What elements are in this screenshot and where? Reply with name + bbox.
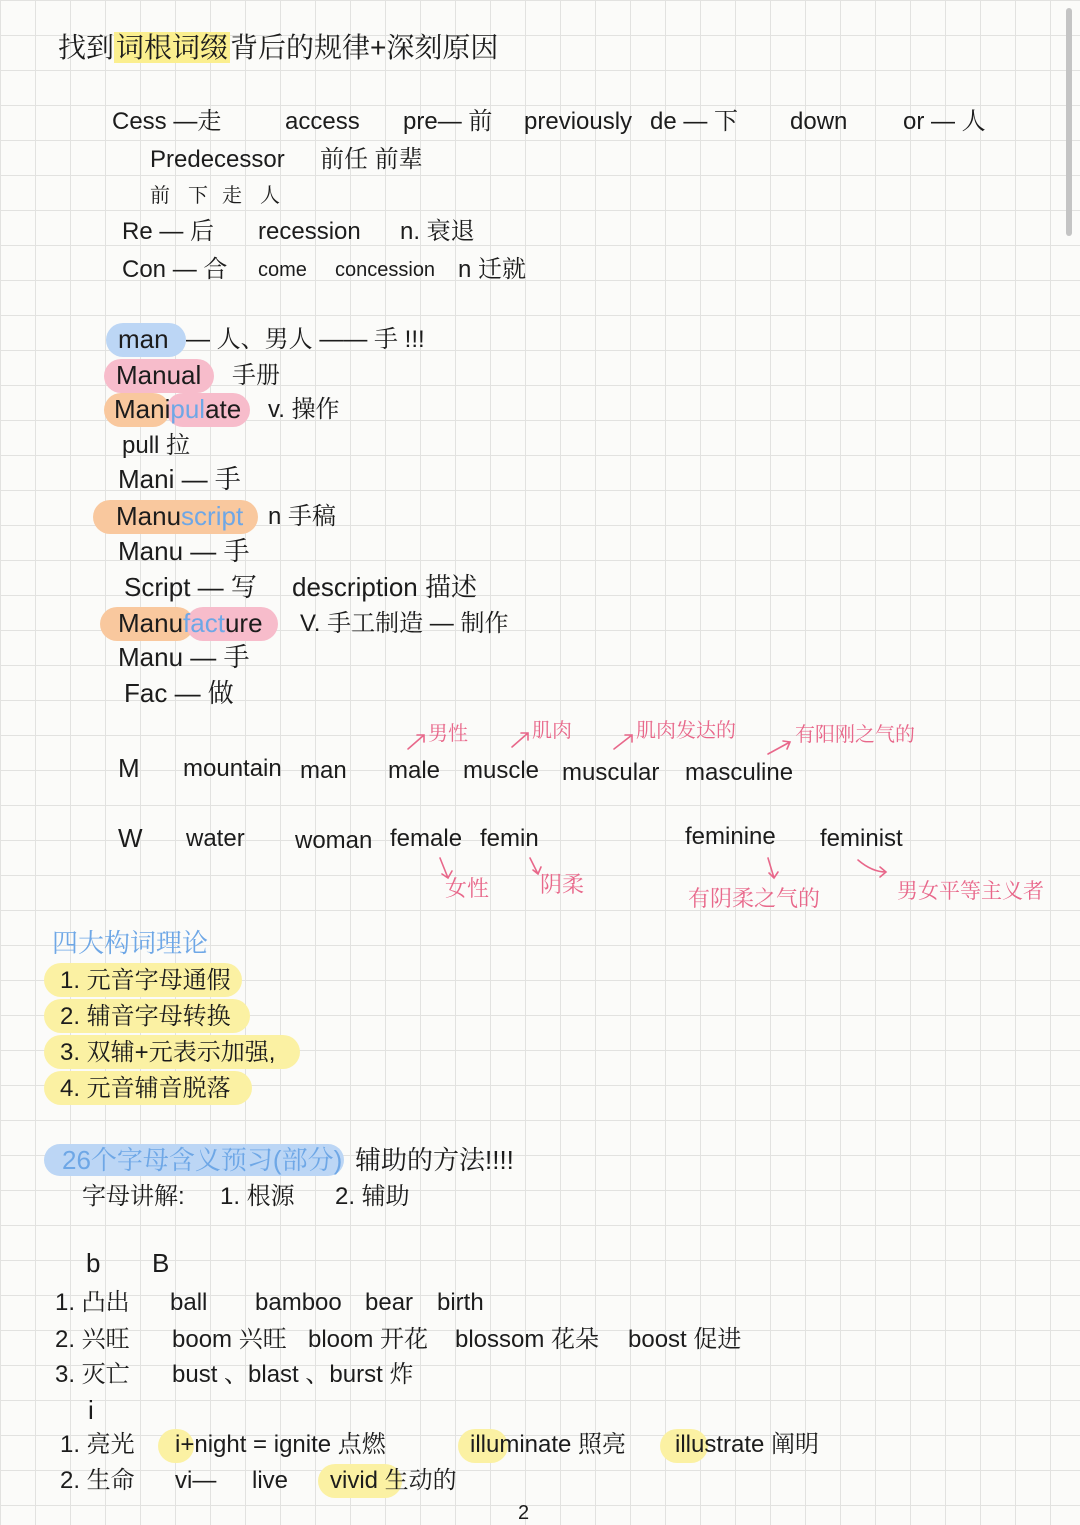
root-de: de — 下: [650, 108, 739, 135]
arrow-icon: [768, 858, 778, 878]
root-manu: Manu — 手: [118, 642, 250, 672]
root-script: Script — 写: [124, 572, 257, 602]
theory-item: 2. 辅音字母转换: [60, 1003, 231, 1030]
title-highlight: 词根词缀: [116, 32, 229, 63]
page-title: [58, 32, 498, 64]
word-pull: pull 拉: [122, 432, 191, 459]
arrow-icon: [858, 860, 886, 877]
letter-upper-b: B: [152, 1248, 170, 1278]
w-word: water: [186, 825, 245, 852]
b-word: bear: [365, 1289, 414, 1316]
root-mani: Mani — 手: [118, 464, 241, 494]
arrow-icon: [768, 741, 790, 754]
b-word: birth: [437, 1289, 484, 1316]
word-down: down: [790, 108, 848, 135]
w-word: woman: [295, 827, 373, 854]
i-word: live: [252, 1467, 289, 1494]
b-row-label: 3. 灭亡: [55, 1361, 130, 1388]
b-word: bust 、blast 、burst 炸: [172, 1361, 414, 1388]
word-manual: Manual: [116, 360, 202, 390]
row-letter-w: W: [118, 823, 143, 853]
b-word: boom 兴旺: [172, 1326, 287, 1353]
letters-heading: 26个字母含义预习(部分): [62, 1145, 343, 1175]
m-word: muscular: [562, 759, 660, 786]
manual-meaning: 手册: [232, 362, 280, 389]
i-word: i+night = ignite 点燃: [175, 1431, 386, 1458]
i-row-label: 1. 亮光: [60, 1431, 135, 1458]
theory-item: 1. 元音字母通假: [60, 967, 231, 994]
word-recession: recession: [258, 218, 361, 245]
word-part: Mani: [114, 394, 171, 424]
arrow-icon: [512, 733, 528, 747]
b-word: bamboo: [255, 1289, 342, 1316]
w-word: femin: [480, 825, 539, 852]
letter-i: i: [88, 1395, 94, 1425]
i-word: vi—: [175, 1467, 217, 1494]
title-after: 背后的规律+深刻原因: [230, 32, 499, 63]
root-pre: pre— 前: [403, 108, 493, 135]
m-word: man: [300, 757, 347, 784]
b-row-label: 1. 凸出: [55, 1289, 130, 1316]
theory-item: 4. 元音辅音脱落: [60, 1075, 231, 1102]
m-word: male: [388, 757, 441, 784]
letter-lower-b: b: [86, 1248, 101, 1278]
manipulate-meaning: v. 操作: [268, 396, 340, 423]
title-before: 找到: [58, 32, 115, 63]
word-part-highlight: script: [181, 501, 244, 531]
word-manuscript: [116, 502, 243, 532]
letters-heading-note: 辅助的方法!!!!: [355, 1145, 514, 1175]
b-word: boost 促进: [628, 1326, 742, 1353]
page-number: 2: [518, 1502, 530, 1524]
arrow-icon: [408, 735, 424, 749]
explain-label: 字母讲解:: [82, 1183, 185, 1210]
root-fac: Fac — 做: [124, 678, 234, 708]
row-letter-m: M: [118, 753, 140, 783]
root-cess: Cess —走: [112, 108, 222, 135]
word-come: come: [258, 259, 307, 281]
word-manufacture: [118, 609, 263, 639]
annotation-note: 肌肉: [532, 720, 572, 742]
m-word: masculine: [685, 759, 794, 786]
root-or: or — 人: [903, 108, 986, 135]
root-con: Con — 合: [122, 256, 228, 283]
explain-item: 2. 辅助: [335, 1183, 410, 1210]
breakdown-char: 前: [150, 185, 170, 207]
annotation-note: 阴柔: [540, 872, 585, 897]
annotation-note: 有阳刚之气的: [795, 724, 915, 746]
recession-meaning: n. 衰退: [400, 218, 475, 245]
predecessor-meaning: 前任 前辈: [320, 146, 423, 173]
word-part-highlight: fact: [183, 608, 225, 638]
b-row-label: 2. 兴旺: [55, 1326, 130, 1353]
theory-item: 3. 双辅+元表示加强,: [60, 1039, 276, 1066]
word-manipulate: [114, 395, 241, 425]
b-word: blossom 花朵: [455, 1326, 600, 1353]
word-concession: concession: [335, 259, 436, 281]
word-man: man: [118, 324, 169, 354]
word-part: ure: [224, 608, 263, 638]
word-part: Manu: [116, 501, 182, 531]
root-manu: Manu — 手: [118, 536, 250, 566]
manuscript-meaning: n 手稿: [268, 503, 337, 530]
manufacture-meaning: V. 手工制造 — 制作: [300, 610, 509, 637]
theory-heading: 四大构词理论: [52, 928, 209, 958]
w-word: feminist: [820, 825, 903, 852]
arrow-icon: [440, 858, 452, 878]
man-meaning: — 人、男人 —— 手 !!!: [186, 326, 425, 353]
word-access: access: [285, 108, 360, 135]
w-word: female: [390, 825, 463, 852]
b-word: bloom 开花: [308, 1326, 429, 1353]
annotation-note: 女性: [445, 876, 490, 901]
i-word: vivid 生动的: [330, 1467, 457, 1494]
arrow-icon: [614, 735, 632, 749]
annotation-note: 男性: [428, 723, 468, 745]
explain-item: 1. 根源: [220, 1183, 295, 1210]
m-word: mountain: [183, 755, 282, 782]
word-description: description 描述: [292, 572, 477, 602]
i-word: illuminate 照亮: [470, 1431, 627, 1458]
word-part: ate: [205, 394, 242, 424]
annotation-note: 有阴柔之气的: [688, 886, 821, 911]
root-re: Re — 后: [122, 218, 215, 245]
word-part: Manu: [118, 608, 184, 638]
breakdown-char: 下: [188, 185, 208, 207]
word-part-highlight: pul: [170, 394, 206, 424]
scrollbar-thumb[interactable]: [1066, 8, 1072, 236]
concession-meaning: n 迁就: [458, 256, 527, 283]
annotation-note: 男女平等主义者: [897, 880, 1044, 903]
w-word: feminine: [685, 823, 776, 850]
m-word: muscle: [463, 757, 540, 784]
word-previously: previously: [524, 108, 633, 135]
b-word: ball: [170, 1289, 208, 1316]
word-predecessor: Predecessor: [150, 146, 285, 173]
breakdown-char: 人: [260, 185, 280, 207]
i-word: illustrate 阐明: [675, 1431, 820, 1458]
annotation-note: 肌肉发达的: [636, 720, 736, 742]
breakdown-char: 走: [222, 185, 242, 207]
i-row-label: 2. 生命: [60, 1467, 135, 1494]
